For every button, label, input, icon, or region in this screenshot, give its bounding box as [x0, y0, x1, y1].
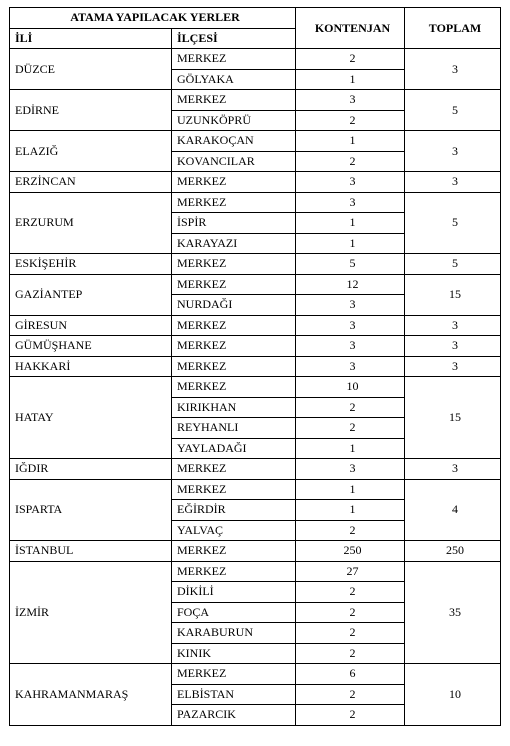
cell-kontenjan: 2: [296, 520, 405, 541]
cell-ilce: KINIK: [172, 643, 296, 664]
cell-ilce: MERKEZ: [172, 356, 296, 377]
header-toplam: TOPLAM: [405, 8, 501, 49]
cell-il: HAKKARİ: [10, 356, 172, 377]
cell-ilce: MERKEZ: [172, 561, 296, 582]
cell-kontenjan: 3: [296, 356, 405, 377]
cell-kontenjan: 2: [296, 643, 405, 664]
cell-kontenjan: 1: [296, 233, 405, 254]
cell-ilce: MERKEZ: [172, 90, 296, 111]
table-row: [10, 315, 501, 336]
cell-kontenjan: 2: [296, 684, 405, 705]
cell-kontenjan: 2: [296, 418, 405, 439]
cell-il: HATAY: [10, 377, 172, 459]
table-row: [10, 479, 501, 500]
cell-ilce: KARAYAZI: [172, 233, 296, 254]
cell-kontenjan: 250: [296, 541, 405, 562]
cell-kontenjan: 12: [296, 274, 405, 295]
table-header: [10, 8, 501, 49]
table-row: [10, 336, 501, 357]
cell-toplam: 4: [405, 479, 501, 541]
cell-kontenjan: 3: [296, 90, 405, 111]
cell-kontenjan: 5: [296, 254, 405, 275]
cell-ilce: MERKEZ: [172, 541, 296, 562]
cell-ilce: MERKEZ: [172, 479, 296, 500]
cell-toplam: 3: [405, 356, 501, 377]
cell-toplam: 3: [405, 459, 501, 480]
cell-kontenjan: 2: [296, 582, 405, 603]
cell-ilce: PAZARCIK: [172, 705, 296, 726]
cell-il: EDİRNE: [10, 90, 172, 131]
table-row: [10, 131, 501, 152]
cell-kontenjan: 2: [296, 110, 405, 131]
cell-ilce: MERKEZ: [172, 274, 296, 295]
cell-ilce: MERKEZ: [172, 254, 296, 275]
cell-kontenjan: 1: [296, 438, 405, 459]
cell-ilce: ELBİSTAN: [172, 684, 296, 705]
cell-il: İZMİR: [10, 561, 172, 664]
cell-kontenjan: 2: [296, 623, 405, 644]
cell-kontenjan: 2: [296, 151, 405, 172]
table-row: [10, 541, 501, 562]
table-body: [10, 49, 501, 726]
cell-ilce: EĞİRDİR: [172, 500, 296, 521]
cell-il: GAZİANTEP: [10, 274, 172, 315]
cell-toplam: 5: [405, 192, 501, 254]
cell-ilce: MERKEZ: [172, 459, 296, 480]
table-row: [10, 664, 501, 685]
table-row: [10, 49, 501, 70]
cell-toplam: 5: [405, 90, 501, 131]
cell-toplam: 3: [405, 49, 501, 90]
cell-ilce: MERKEZ: [172, 49, 296, 70]
cell-toplam: 15: [405, 274, 501, 315]
cell-ilce: MERKEZ: [172, 172, 296, 193]
cell-ilce: DİKİLİ: [172, 582, 296, 603]
cell-il: ISPARTA: [10, 479, 172, 541]
cell-ilce: YAYLADAĞI: [172, 438, 296, 459]
cell-kontenjan: 3: [296, 172, 405, 193]
cell-ilce: NURDAĞI: [172, 295, 296, 316]
table-row: [10, 459, 501, 480]
cell-ilce: MERKEZ: [172, 192, 296, 213]
cell-toplam: 3: [405, 172, 501, 193]
cell-kontenjan: 1: [296, 500, 405, 521]
cell-toplam: 15: [405, 377, 501, 459]
cell-kontenjan: 2: [296, 705, 405, 726]
cell-ilce: İSPİR: [172, 213, 296, 234]
cell-toplam: 10: [405, 664, 501, 726]
cell-ilce: GÖLYAKA: [172, 69, 296, 90]
header-ilce: İLÇESİ: [172, 28, 296, 49]
cell-kontenjan: 2: [296, 49, 405, 70]
cell-ilce: MERKEZ: [172, 377, 296, 398]
cell-ilce: MERKEZ: [172, 336, 296, 357]
cell-il: ELAZIĞ: [10, 131, 172, 172]
cell-il: İSTANBUL: [10, 541, 172, 562]
cell-kontenjan: 3: [296, 459, 405, 480]
cell-toplam: 3: [405, 315, 501, 336]
cell-kontenjan: 3: [296, 192, 405, 213]
table-row: [10, 192, 501, 213]
cell-ilce: FOÇA: [172, 602, 296, 623]
cell-ilce: MERKEZ: [172, 664, 296, 685]
cell-kontenjan: 3: [296, 336, 405, 357]
table-row: [10, 172, 501, 193]
cell-kontenjan: 1: [296, 479, 405, 500]
table-row: [10, 274, 501, 295]
header-atama-yerleri: ATAMA YAPILACAK YERLER: [10, 8, 296, 29]
cell-il: ESKİŞEHİR: [10, 254, 172, 275]
table-row: [10, 90, 501, 111]
cell-toplam: 35: [405, 561, 501, 664]
cell-ilce: YALVAÇ: [172, 520, 296, 541]
cell-ilce: KARAKOÇAN: [172, 131, 296, 152]
cell-kontenjan: 1: [296, 213, 405, 234]
cell-ilce: KIRIKHAN: [172, 397, 296, 418]
cell-ilce: KOVANCILAR: [172, 151, 296, 172]
cell-kontenjan: 6: [296, 664, 405, 685]
cell-kontenjan: 1: [296, 69, 405, 90]
cell-kontenjan: 3: [296, 295, 405, 316]
cell-il: ERZİNCAN: [10, 172, 172, 193]
table-row: [10, 356, 501, 377]
cell-kontenjan: 2: [296, 397, 405, 418]
header-kontenjan: KONTENJAN: [296, 8, 405, 49]
cell-il: KAHRAMANMARAŞ: [10, 664, 172, 726]
cell-il: DÜZCE: [10, 49, 172, 90]
cell-kontenjan: 3: [296, 315, 405, 336]
table-row: [10, 377, 501, 398]
header-il: İLİ: [10, 28, 172, 49]
cell-kontenjan: 27: [296, 561, 405, 582]
cell-toplam: 5: [405, 254, 501, 275]
placement-table: [9, 7, 501, 726]
cell-ilce: UZUNKÖPRÜ: [172, 110, 296, 131]
cell-kontenjan: 10: [296, 377, 405, 398]
cell-toplam: 3: [405, 336, 501, 357]
cell-il: IĞDIR: [10, 459, 172, 480]
cell-il: GÜMÜŞHANE: [10, 336, 172, 357]
cell-ilce: MERKEZ: [172, 315, 296, 336]
cell-il: ERZURUM: [10, 192, 172, 254]
cell-ilce: KARABURUN: [172, 623, 296, 644]
cell-toplam: 3: [405, 131, 501, 172]
cell-toplam: 250: [405, 541, 501, 562]
table-row: [10, 561, 501, 582]
cell-il: GİRESUN: [10, 315, 172, 336]
table-row: [10, 254, 501, 275]
cell-kontenjan: 1: [296, 131, 405, 152]
cell-kontenjan: 2: [296, 602, 405, 623]
cell-ilce: REYHANLI: [172, 418, 296, 439]
